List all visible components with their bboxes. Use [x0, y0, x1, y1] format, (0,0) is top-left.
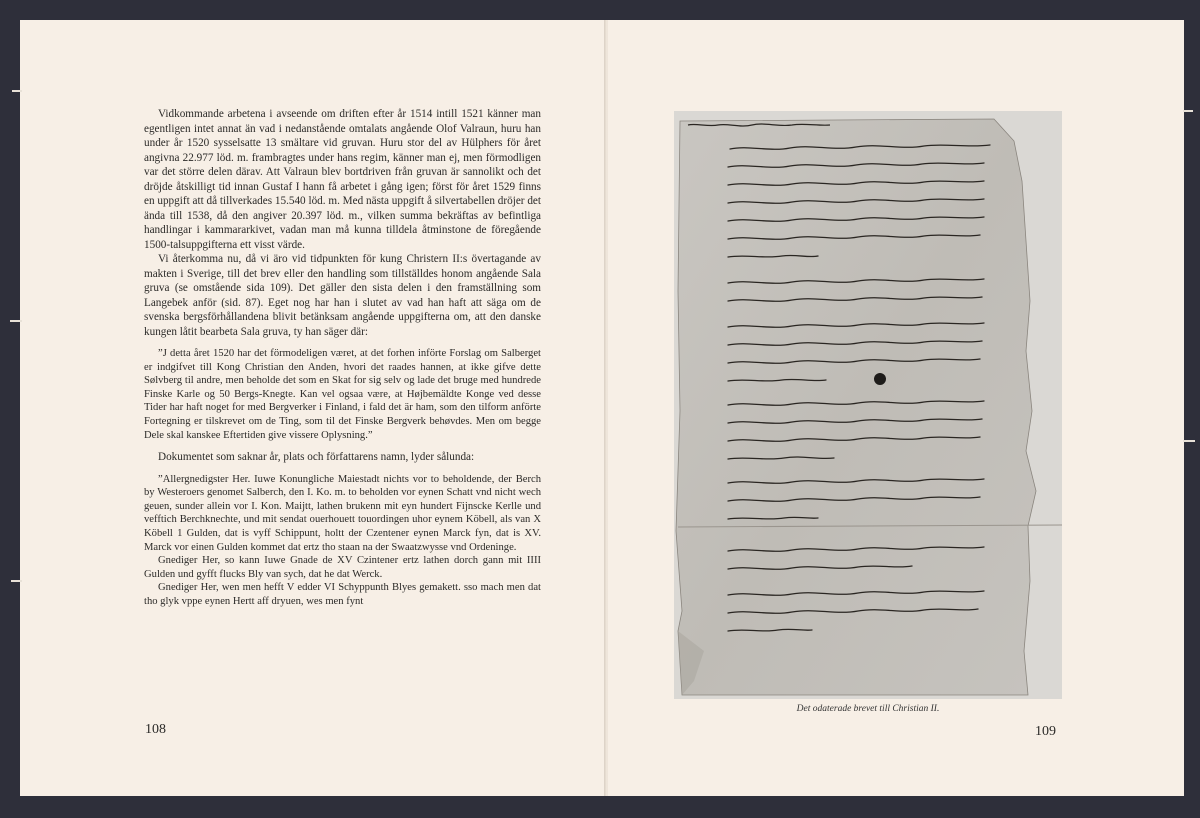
left-page-text: [144, 107, 541, 609]
paragraph-mining-history: Vidkommande arbetena i avseende om driften efter år 1514 intill 1521 känner man egentligen intet annat än vad i nedanstående omtalats angående Olof Valraun, huru han under år 1520 sysselsatte 13 smältare vid gruvan. Huru stor del av Hülphers för året angivna 22.977 löd. m. frambragtes under hans regim, känner man ej, men förmodligen var det större delen därav. Att Valraun blev bortdriven från gruvan är sannolikt och det dröjde åtskilligt tid innan Gustaf I hann få arbetet i gång igen; först för året 1529 finns en uppgift att då tillverkades 15.540 löd. m. Med nästa uppgift å silvertabellen dröjer det ända till 1538, då den angiver 20.397 löd. m., vilken summa bekräftas av befintliga handlingar i kammararkivet, vadan man må kunna tilldela åtminstone de föregående 1500-talsuppgifterna ett visst värde.: [144, 108, 541, 251]
manuscript-image: [674, 111, 1062, 699]
quote-letter-3: Gnediger Her, wen men hefft V edder VI Schyppunth Blyes gemakett. sso mach men dat tho glyk vppe eynen Hertt aff dryuen, wes men fynt: [144, 582, 541, 607]
page-number-right: 109: [1035, 724, 1056, 739]
page-number-left: 108: [145, 722, 166, 737]
letter-photograph: [674, 111, 1062, 699]
quote-letter-1: ”Allergnedigster Her. Iuwe Konungliche Maiestadt nichts vor to beholdende, der Berch by Westeroers genomet Salberch, den I. Ko. m. to beholden vor eynen Schatt vnd nicht wech geuen, sunder allein vor I. Kon. Maijtt, lathen brukenn mit eyn hundert Fijnscke Kerlle und vefftich Berchknechte, und mit sendat ouerhouett touordingen uhor eynem Köbell, als van X Köbell 1 Gulden, dat is vyff Schippunt, holtt der Czentener eynen Marck fyn, dat is XV. Marck vor einen Gulden kommet dat ertz tho staan na der Swaatzwysse vnd Ordeninge.: [144, 473, 541, 553]
quote-letter-2: Gnediger Her, so kann Iuwe Gnade de XV Czintener ertz lathen dorch gann mit IIII Gulden und gyfft flucks Bly van sych, dat he dat Werck.: [144, 555, 541, 580]
paragraph-document-intro: Dokumentet som saknar år, plats och författarens namn, lyder sålunda:: [158, 451, 475, 464]
paragraph-christern: Vi återkomma nu, då vi äro vid tidpunkten för kung Christern II:s övertagande av makten i Sverige, till det brev eller den handling som tillställdes honom angående Sala gruva (se omstående sida 109). Det gäller den sista delen i den framställning som Langebek anför (sid. 87). Eget nog har han i slutet av vad han haft att säga om de svenska bergsförhållandena blivit betänksam angående uppgifterna om, att den danske kungen låtit bearbeta Sala gruva, ty han säger där:: [144, 253, 541, 338]
photo-caption: Det odaterade brevet till Christian II.: [796, 704, 940, 714]
quote-langebek: ”J detta året 1520 har det förmodeligen været, at det forhen införte Forslag om Salberget er indgifvet till Kong Christian den Anden, hvori det raades hannen, at ikke gifve dette Sølvberg til andre, men beholde det som en Skat for sig selv og lade det bruge med hundrede Finske Karle og 50 Bergs-Knegte. Kan vel ogsaa være, at Højbemäldte Konge ved desse Tider har haft noget for med Bergverker i Finland, i fald det är ham, som den tilform anförte Fortegning er tilskrevet om de Ting, som til det Finske Bergverk behøvdes. Men om begge Dele skal kanskee Eftertiden give vissere Oplysning.”: [144, 348, 541, 441]
